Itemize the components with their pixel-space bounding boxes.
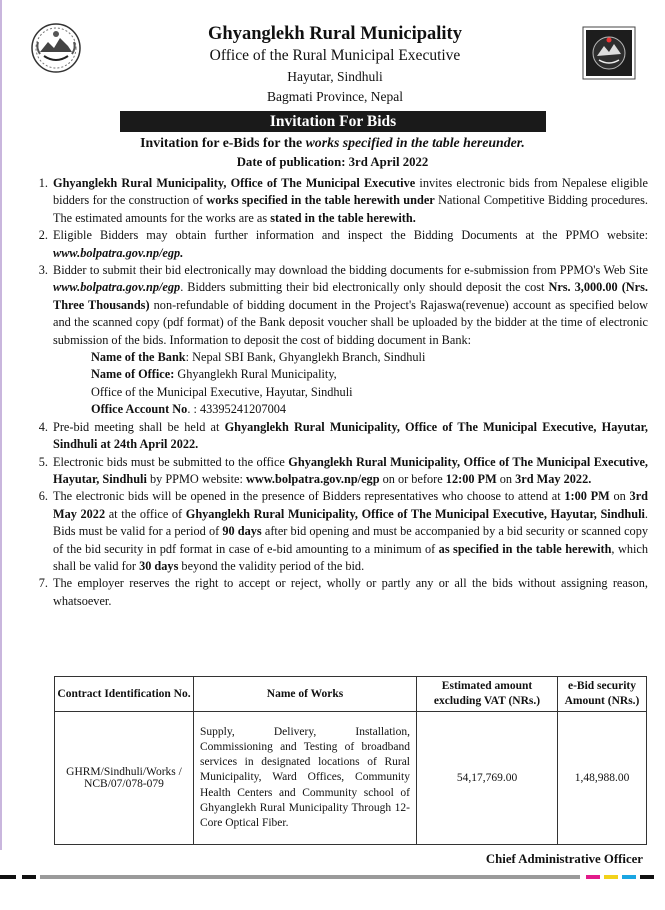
office-name: Office of the Rural Municipal Executive xyxy=(209,47,461,64)
bank-detail-text: Name of Office: xyxy=(91,367,175,382)
list-item xyxy=(26,419,648,454)
item-text: 3rd May 2022. xyxy=(515,471,592,486)
item-text: on xyxy=(496,471,516,486)
item-number: 7. xyxy=(38,576,48,591)
item-number: 1. xyxy=(38,176,48,190)
header-contract-id: Contract Identification No. xyxy=(55,677,194,712)
item-text: Ghyanglekh Rural Municipality, Office of The Municipal Executive, Hayutar, Sindhuli at 24th April 2022. xyxy=(53,419,648,452)
page-edge-mark xyxy=(0,0,2,850)
registration-mark xyxy=(0,875,16,879)
registration-mark xyxy=(622,875,636,879)
registration-mark xyxy=(604,875,618,879)
list-item xyxy=(26,175,648,227)
header-bid-security: e-Bid security Amount (NRs.) xyxy=(558,677,647,712)
table-header-row xyxy=(55,677,647,712)
item-text: 3rd May 2022 xyxy=(53,489,648,521)
publication-date: Date of publication: 3rd April 2022 xyxy=(236,155,429,169)
bank-detail-text: Office Account No xyxy=(91,402,188,417)
item-text: . Bidders submitting their bid electronically only should deposit the cost xyxy=(180,280,549,295)
item-text: www.bolpatra.gov.np/egp xyxy=(53,280,181,295)
list-item xyxy=(26,575,648,610)
contract-id-cell: GHRM/Sindhuli/Works / NCB/07/078-079 xyxy=(55,712,194,845)
bank-detail-text: . : 43395241207004 xyxy=(187,402,287,417)
item-text: non-refundable of bidding document in the Project's Rajaswa(revenue) account as specified below and the scanned copy (pdf format) of the Bank deposit voucher shall be uploaded by the bidder at the time of electronic submission of the bids. Information to deposit the cost of bidding document in Bank: xyxy=(53,297,648,347)
item-text: Ghyanglekh Rural Municipality, Office of The Municipal Executive, Hayutar, Sindhuli xyxy=(185,506,645,521)
subtitle-prefix: Invitation for e-Bids for the xyxy=(140,135,306,150)
registration-mark xyxy=(22,875,36,879)
header-name-of-works: Name of Works xyxy=(194,677,417,712)
item-number: 3. xyxy=(38,263,48,278)
item-text: after bid opening and must be accompanied by a bid security or scanned copy of the bid security in pdf format in case of e-bid amounting to a minimum of xyxy=(53,524,648,556)
estimate-cell: 54,17,769.00 xyxy=(417,712,558,845)
print-registration-bar xyxy=(0,875,665,883)
item-number: 4. xyxy=(38,419,48,434)
item-text: www.bolpatra.gov.np/egp xyxy=(245,471,380,486)
item-text: , which shall be valid for xyxy=(53,541,648,573)
bank-detail-text: Ghyanglekh Rural Municipality, xyxy=(174,367,337,382)
item-text: Ghyanglekh Rural Municipality, Office of The Municipal Executive, Hayutar, Sindhuli xyxy=(53,454,648,486)
list-item xyxy=(26,454,648,489)
office-location: Hayutar, Sindhuli xyxy=(287,69,383,84)
bank-detail-line xyxy=(53,366,648,383)
item-text: 1:00 PM xyxy=(564,489,610,504)
bank-detail-text: Office of the Municipal Executive, Hayutar, Sindhuli xyxy=(91,384,353,399)
signoff: Chief Administrative Officer xyxy=(485,852,643,866)
item-text: on or before xyxy=(379,471,446,486)
item-text: as specified in the table herewith xyxy=(438,541,612,556)
item-text: invites electronic bids from Nepalese eligible bidders for the construction of xyxy=(53,176,648,208)
item-text: www.bolpatra.gov.np/egp. xyxy=(53,245,184,260)
subtitle-italic: works specified in the table hereunder. xyxy=(305,135,525,150)
item-number: 6. xyxy=(38,489,48,504)
item-text: The electronic bids will be opened in the presence of Bidders representatives who choose to attend at xyxy=(53,489,565,504)
item-text: 30 days xyxy=(139,558,179,573)
bank-detail-line xyxy=(53,349,648,366)
item-text: 12:00 PM xyxy=(445,471,497,486)
bank-detail-line xyxy=(53,401,648,418)
item-text: Pre-bid meeting shall be held at xyxy=(53,419,225,434)
list-item xyxy=(26,488,648,575)
bank-detail-text: : Nepal SBI Bank, Ghyanglekh Branch, Sindhuli xyxy=(185,350,426,365)
title-banner: Invitation For Bids xyxy=(120,111,546,132)
security-cell: 1,48,988.00 xyxy=(558,712,647,845)
item-text: . Bids must be valid for a period of xyxy=(53,506,648,539)
item-text: Eligible Bidders may obtain further information and inspect the Bidding Documents at the PPMO website: xyxy=(53,228,648,243)
works-table xyxy=(54,676,647,845)
notice-body xyxy=(26,175,648,610)
item-text: by PPMO website: xyxy=(146,471,246,486)
registration-mark xyxy=(40,875,580,879)
list-item xyxy=(26,262,648,419)
item-text: Electronic bids must be submitted to the office xyxy=(53,454,289,469)
item-text: beyond the validity period of the bid. xyxy=(178,558,365,573)
registration-mark xyxy=(586,875,600,879)
item-text: on xyxy=(609,489,630,504)
item-text: works specified in the table herewith under xyxy=(206,193,435,208)
bank-detail-text: Name of the Bank xyxy=(91,350,186,365)
item-text: Bidder to submit their bid electronically may download the bidding documents for e-submission from PPMO's Web Site xyxy=(53,263,648,278)
item-text: Ghyanglekh Rural Municipality, Office of The Municipal Executive xyxy=(53,176,416,190)
office-province: Bagmati Province, Nepal xyxy=(266,89,404,104)
item-text: Nrs. 3,000.00 (Nrs. Three Thousands) xyxy=(53,280,648,312)
bank-detail-line xyxy=(53,384,648,401)
header-estimated-amount: Estimated amount excluding VAT (NRs.) xyxy=(417,677,558,712)
registration-mark xyxy=(640,875,654,879)
municipality-name: Ghyanglekh Rural Municipality xyxy=(208,24,462,44)
item-text: National Competitive Bidding procedures. The estimated amounts for the works are as xyxy=(53,193,648,225)
municipality-logo-icon xyxy=(582,26,636,80)
item-text: The employer reserves the right to accept or reject, wholly or partly any or all the bids without assigning reason, whatsoever. xyxy=(53,576,648,608)
item-text: 90 days xyxy=(222,524,262,539)
item-number: 5. xyxy=(38,454,48,469)
nepal-emblem-icon xyxy=(30,22,82,74)
table-row xyxy=(55,712,647,845)
item-number: 2. xyxy=(38,228,48,243)
notice-subtitle xyxy=(0,135,665,151)
item-text: stated in the table herewith. xyxy=(270,210,416,225)
item-text: at the office of xyxy=(105,506,186,521)
list-item xyxy=(26,227,648,262)
works-cell: Supply, Delivery, Installation, Commissioning and Testing of broadband services in designated locations of Rural Municipality, Ward Offices, Community Health Centers and Community school of Ghyanglekh Rural Municipality Through 12-Core Optical Fiber. xyxy=(194,712,417,845)
